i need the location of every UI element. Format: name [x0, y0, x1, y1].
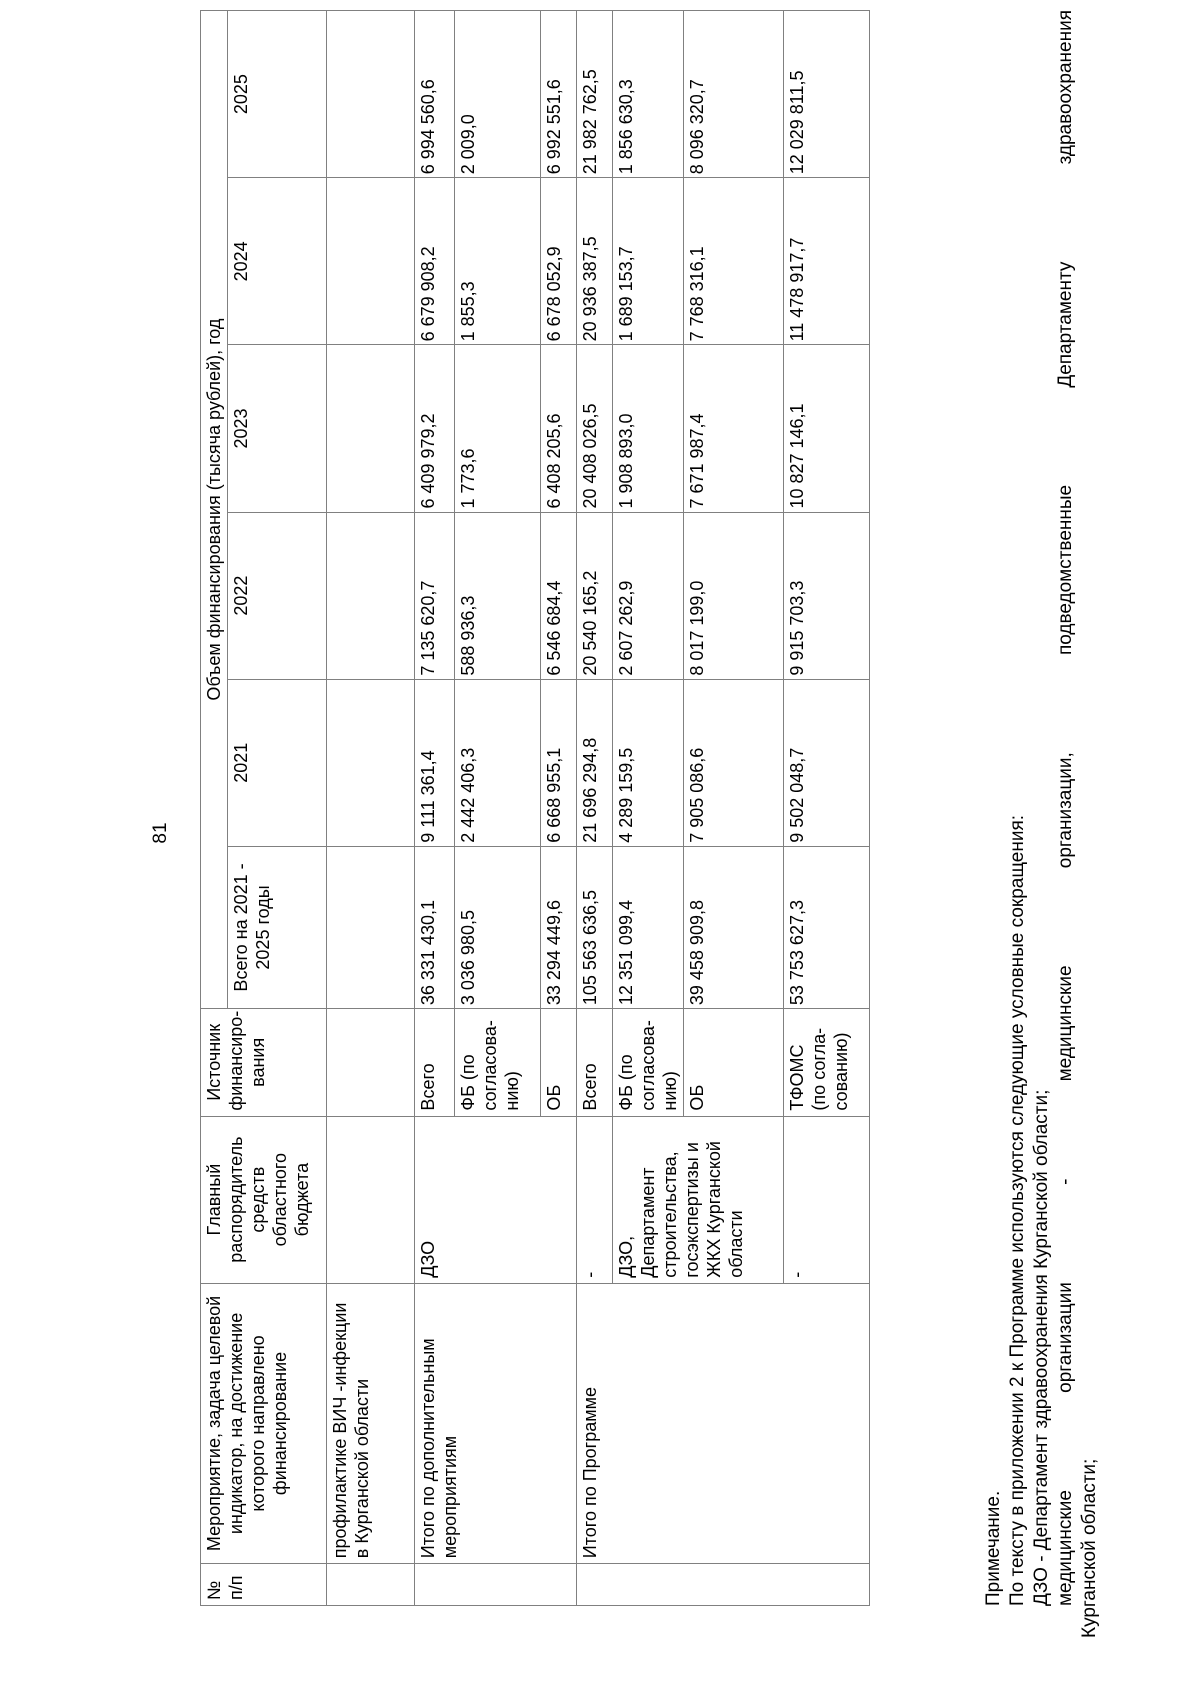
cell-2024: 6 679 908,2 — [415, 178, 455, 345]
notes-section — [982, 10, 1102, 1638]
cell-2025: 8 096 320,7 — [684, 11, 784, 178]
cell-2022: 7 135 620,7 — [415, 512, 455, 679]
cell-2025: 6 992 551,6 — [541, 11, 577, 178]
table-header — [201, 11, 327, 1606]
cell-2022: 6 546 684,4 — [541, 512, 577, 679]
header-year-2022: 2022 — [228, 512, 327, 679]
cell-2025: 2 009,0 — [455, 11, 541, 178]
table-row — [415, 11, 455, 1606]
cell-2021: 4 289 159,5 — [613, 679, 684, 846]
header-year-2021: 2021 — [228, 679, 327, 846]
cell-2024: 6 678 052,9 — [541, 178, 577, 345]
header-measure: Мероприятие, задача целевой индикатор, на достижение которого направлено финансирование — [201, 1283, 327, 1564]
notes-dzo: ДЗО - Департамент здравоохранения Курганской области; — [1031, 1089, 1052, 1606]
header-num: № п/п — [201, 1564, 327, 1606]
cell-2021: 9 502 048,7 — [784, 679, 870, 846]
cell-2023: 6 408 205,6 — [541, 345, 577, 512]
cell-source: Всего — [577, 1009, 613, 1116]
notes-med-line1: медицинские организации - медицинские организации, подведомственные Департаменту здравоохранения — [1055, 10, 1076, 1606]
cell-total: 12 351 099,4 — [613, 846, 684, 1008]
cell-2025: 12 029 811,5 — [784, 11, 870, 178]
cell-2022: 588 936,3 — [455, 512, 541, 679]
cell-source: ОБ — [541, 1009, 577, 1116]
cell-source: ОБ — [684, 1009, 784, 1116]
cell-measure: Итого по дополнительным мероприятиям — [415, 1283, 577, 1564]
cell-2024: 1 689 153,7 — [613, 178, 684, 345]
notes-intro: По тексту в приложении 2 к Программе используются следующие условные сокращения: — [1007, 814, 1028, 1606]
rotated-page-content — [200, 6, 1200, 1638]
table-row — [327, 11, 415, 1606]
cell-2021 — [327, 679, 415, 846]
cell-2022: 8 017 199,0 — [684, 512, 784, 679]
cell-2023 — [327, 345, 415, 512]
cell-2025: 6 994 560,6 — [415, 11, 455, 178]
cell-2023: 1 773,6 — [455, 345, 541, 512]
header-year-2023: 2023 — [228, 345, 327, 512]
table-row — [577, 11, 613, 1606]
cell-source — [327, 1009, 415, 1116]
cell-2024: 1 855,3 — [455, 178, 541, 345]
notes-med-line2: Курганской области; — [1079, 1458, 1100, 1638]
cell-distributor: ДЗО, Департамент строительства, госэкспертизы и ЖКХ Курганской области — [613, 1116, 784, 1283]
cell-2025: 21 982 762,5 — [577, 11, 613, 178]
cell-num — [327, 1564, 415, 1606]
cell-2022: 20 540 165,2 — [577, 512, 613, 679]
cell-distributor: - — [577, 1116, 613, 1283]
cell-total: 105 563 636,5 — [577, 846, 613, 1008]
cell-2023: 20 408 026,5 — [577, 345, 613, 512]
cell-2023: 1 908 893,0 — [613, 345, 684, 512]
cell-source: Всего — [415, 1009, 455, 1116]
header-total: Всего на 2021 - 2025 годы — [228, 846, 327, 1008]
cell-2024: 11 478 917,7 — [784, 178, 870, 345]
header-distributor: Главный распорядитель средств областного бюджета — [201, 1116, 327, 1283]
cell-source: ТФОМС (по согла-сованию) — [784, 1009, 870, 1116]
table-body — [327, 11, 870, 1606]
cell-2021: 21 696 294,8 — [577, 679, 613, 846]
cell-distributor: ДЗО — [415, 1116, 577, 1283]
cell-total: 39 458 909,8 — [684, 846, 784, 1008]
cell-total: 53 753 627,3 — [784, 846, 870, 1008]
cell-2024: 7 768 316,1 — [684, 178, 784, 345]
cell-total: 33 294 449,6 — [541, 846, 577, 1008]
page-number: 81 — [150, 822, 171, 844]
cell-2025: 1 856 630,3 — [613, 11, 684, 178]
notes-title: Примечание. — [983, 1490, 1004, 1606]
cell-2023: 10 827 146,1 — [784, 345, 870, 512]
cell-num — [415, 1564, 577, 1606]
cell-total: 3 036 980,5 — [455, 846, 541, 1008]
cell-2025 — [327, 11, 415, 178]
cell-num — [577, 1564, 870, 1606]
cell-distributor — [327, 1116, 415, 1283]
cell-distributor: - — [784, 1116, 870, 1283]
cell-2024: 20 936 387,5 — [577, 178, 613, 345]
cell-2021: 2 442 406,3 — [455, 679, 541, 846]
header-year-2024: 2024 — [228, 178, 327, 345]
header-year-2025: 2025 — [228, 11, 327, 178]
cell-2022: 9 915 703,3 — [784, 512, 870, 679]
cell-total: 36 331 430,1 — [415, 846, 455, 1008]
cell-source: ФБ (по согласова-нию) — [455, 1009, 541, 1116]
cell-measure: Итого по Программе — [577, 1283, 870, 1564]
cell-2021: 9 111 361,4 — [415, 679, 455, 846]
cell-2024 — [327, 178, 415, 345]
cell-2022: 2 607 262,9 — [613, 512, 684, 679]
cell-2021: 7 905 086,6 — [684, 679, 784, 846]
cell-source: ФБ (по согласова-нию) — [613, 1009, 684, 1116]
cell-2021: 6 668 955,1 — [541, 679, 577, 846]
header-source: Источник финансиро-вания — [201, 1009, 327, 1116]
cell-2023: 6 409 979,2 — [415, 345, 455, 512]
cell-total — [327, 846, 415, 1008]
cell-2022 — [327, 512, 415, 679]
header-funding-group: Объем финансирования (тысяча рублей), год — [201, 11, 228, 1009]
financing-table — [200, 10, 870, 1606]
cell-measure: профилактике ВИЧ -инфекции в Курганской области — [327, 1283, 415, 1564]
cell-2023: 7 671 987,4 — [684, 345, 784, 512]
